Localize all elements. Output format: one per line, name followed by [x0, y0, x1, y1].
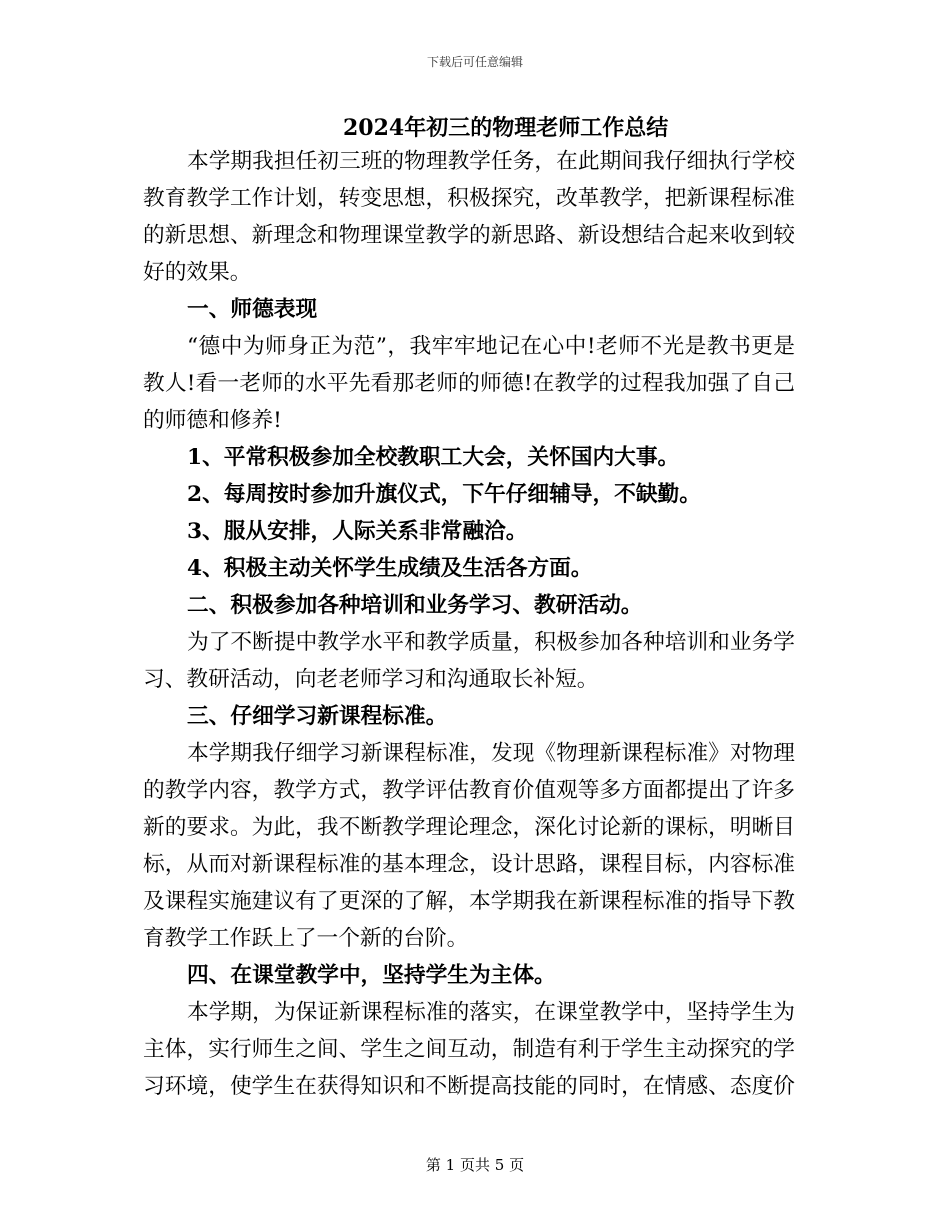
section-curriculum-standards: [143, 698, 795, 957]
page-number: 第 1 页共 5 页: [425, 1156, 525, 1174]
paragraph-line: 的教学内容，教学方式，教学评估教育价值观等多方面都提出了许多: [143, 778, 795, 803]
paragraph-line: 新的要求。为此，我不断教学理论理念，深化讨论新的课标，明晰目: [143, 815, 795, 840]
list-item: 3、服从安排，人际关系非常融洽。: [187, 519, 528, 544]
section-paragraph: [143, 735, 795, 957]
section-heading: 四、在课堂教学中，坚持学生为主体。: [187, 963, 556, 988]
section-heading: 一、师德表现: [187, 297, 318, 322]
intro-paragraph: [143, 143, 795, 291]
paragraph-line: 习环境，使学生在获得知识和不断提高技能的同时，在情感、态度价: [143, 1074, 795, 1099]
section-teacher-ethics: [143, 291, 795, 587]
paragraph-line: 的师德和修养!: [143, 408, 282, 433]
section-heading: 二、积极参加各种培训和业务学习、教研活动。: [187, 593, 643, 618]
paragraph-line: 标，从而对新课程标准的基本理念，设计思路，课程目标，内容标准: [143, 852, 795, 877]
paragraph-line: 本学期我仔细学习新课程标准，发现《物理新课程标准》对物理: [187, 741, 795, 766]
section-paragraph: [143, 328, 795, 439]
header-note: 下载后可任意编辑: [426, 55, 523, 69]
paragraph-line: 的新思想、新理念和物理课堂教学的新思路、新设想结合起来收到较: [143, 223, 795, 248]
paragraph-line: 育教学工作跃上了一个新的台阶。: [143, 926, 469, 951]
section-heading: 三、仔细学习新课程标准。: [187, 704, 448, 729]
list-item: 4、积极主动关怀学生成绩及生活各方面。: [187, 556, 593, 581]
paragraph-line: 主体，实行师生之间、学生之间互动，制造有利于学生主动探究的学: [143, 1037, 795, 1062]
section-paragraph: [143, 624, 795, 698]
list-item: 2、每周按时参加升旗仪式，下午仔细辅导，不缺勤。: [187, 482, 701, 507]
list-item: 1、平常积极参加全校教职工大会，关怀国内大事。: [187, 445, 680, 470]
section-training: [143, 587, 795, 698]
document-title: 2024年初三的物理老师工作总结: [343, 115, 669, 141]
paragraph-line: 及课程实施建议有了更深的了解，本学期我在新课程标准的指导下教: [143, 889, 795, 914]
section-paragraph: [143, 994, 795, 1105]
paragraph-line: 教育教学工作计划，转变思想，积极探究，改革教学，把新课程标准: [143, 186, 795, 211]
numbered-list: [143, 439, 795, 587]
paragraph-line: 本学期我担任初三班的物理教学任务，在此期间我仔细执行学校: [187, 149, 795, 174]
paragraph-line: 教人!看一老师的水平先看那老师的师德!在教学的过程我加强了自己: [143, 371, 795, 396]
document-body: [143, 143, 795, 1105]
paragraph-line: “德中为师身正为范”，我牢牢地记在心中!老师不光是教书更是: [187, 334, 795, 359]
paragraph-line: 习、教研活动，向老老师学习和沟通取长补短。: [143, 667, 599, 692]
section-classroom-teaching: [143, 957, 795, 1105]
paragraph-line: 好的效果。: [143, 260, 252, 285]
paragraph-line: 本学期，为保证新课程标准的落实，在课堂教学中，坚持学生为: [187, 1000, 795, 1025]
paragraph-line: 为了不断提中教学水平和教学质量，积极参加各种培训和业务学: [187, 630, 795, 655]
